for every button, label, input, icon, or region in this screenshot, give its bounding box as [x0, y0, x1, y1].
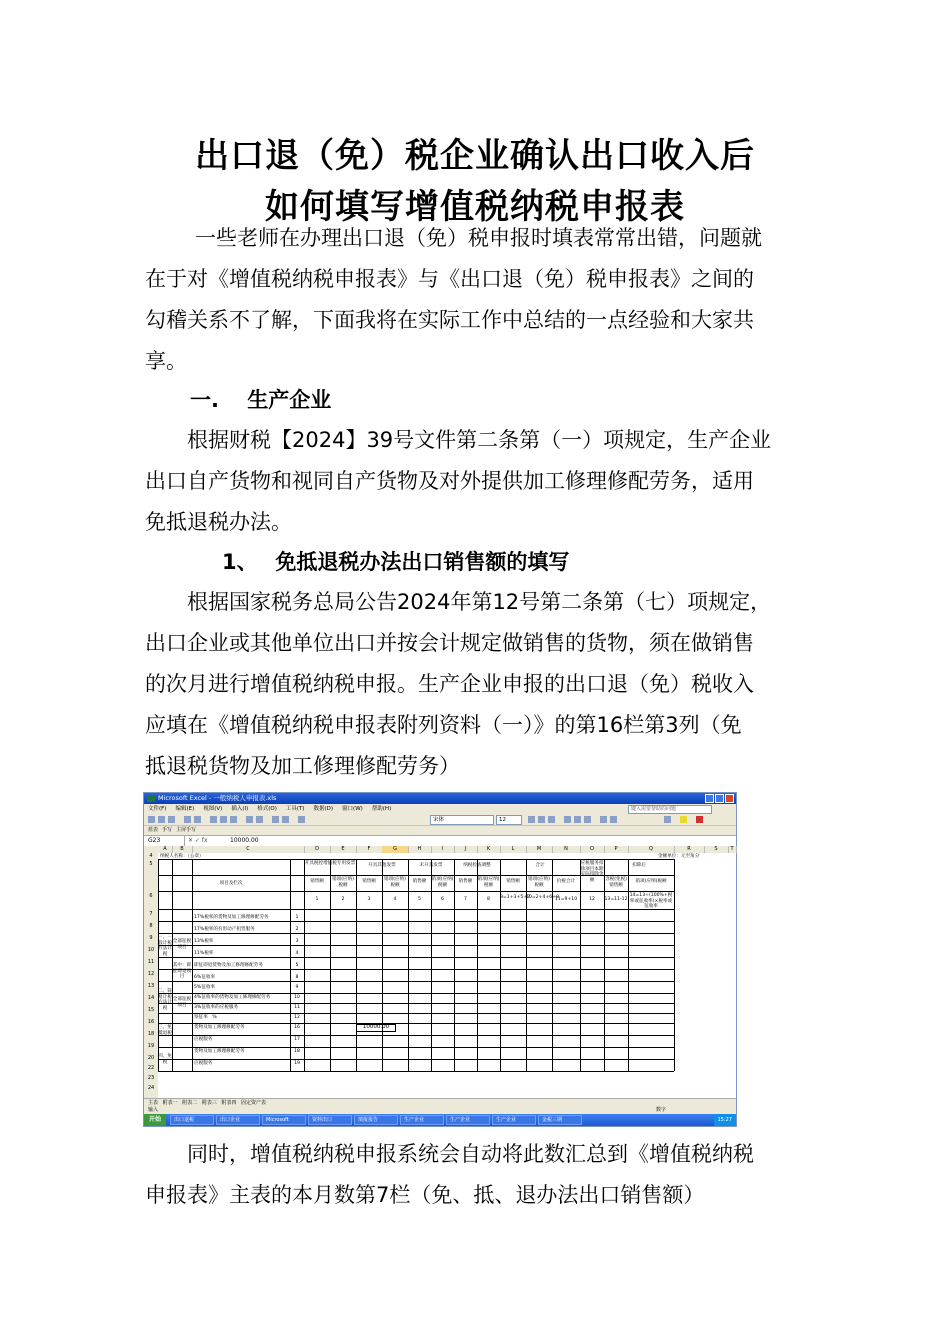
formula-icons[interactable]: ✕ ✓ fx: [188, 837, 208, 844]
grid-line: [172, 859, 173, 1071]
grid-line: [158, 1023, 674, 1024]
close-icon[interactable]: [725, 794, 734, 803]
line-item-label: 5%征收率: [194, 985, 216, 990]
grid-line: [158, 1071, 674, 1072]
grid-line: [158, 1047, 674, 1048]
taskbar-button[interactable]: 填报报告: [354, 1115, 398, 1125]
column-number: 1: [315, 897, 319, 902]
column-header[interactable]: T: [728, 846, 737, 853]
column-header[interactable]: N: [552, 846, 581, 853]
sum-icon[interactable]: [272, 816, 279, 823]
text-line: 应填在《增值税纳税申报表附列资料（一）》的第16栏第3列（免: [145, 713, 742, 737]
chart-icon[interactable]: [298, 816, 305, 823]
sort-icon[interactable]: [282, 816, 289, 823]
toolbar-button[interactable]: 主屏手写: [176, 827, 197, 833]
row-header[interactable]: 6: [149, 893, 153, 899]
sub-header: 销项(应纳)税额: [477, 877, 500, 888]
grid-line: [330, 859, 331, 1071]
text-line: 申报表》主表的本月数第7栏（免、抵、退办法出口销售额）: [145, 1183, 705, 1207]
column-number: 10=2+4+6+8: [526, 895, 559, 900]
grid-line: [192, 859, 193, 1071]
line-item-label: 应税服务: [194, 1061, 213, 1066]
taskbar-button[interactable]: 资料出口: [308, 1115, 352, 1125]
line-number: 8: [295, 975, 299, 980]
sub-header: 销售额: [506, 879, 520, 884]
row-header[interactable]: 10: [147, 947, 155, 953]
category-label: 一、一般计税方法计税: [158, 935, 172, 957]
grid-line: [158, 1013, 674, 1014]
text-line: 出口自产货物和视同自产货物及对外提供加工修理修配劳务，适用: [145, 469, 754, 493]
line-item-label: 11%税率: [194, 951, 214, 956]
menu-item[interactable]: 插入(I): [231, 806, 249, 812]
line-item-label: 3%征收率的应税服务: [194, 1005, 239, 1010]
row-headers: [144, 853, 159, 1098]
column-header[interactable]: K: [477, 846, 501, 853]
status-mode: 输入: [148, 1107, 159, 1113]
text-line: 免抵退税办法。: [145, 510, 292, 534]
line-item-label: 预征率 %: [194, 1015, 217, 1020]
line-number: 5: [295, 963, 299, 968]
row-header[interactable]: 24: [147, 1085, 155, 1091]
row-header[interactable]: 11: [147, 959, 155, 965]
window-controls: [705, 794, 734, 803]
line-number: 4: [295, 951, 299, 956]
name-box[interactable]: G23: [146, 836, 185, 846]
maximize-icon[interactable]: [715, 794, 724, 803]
preview-icon[interactable]: [194, 816, 201, 823]
column-header[interactable]: S: [704, 846, 729, 853]
grid-line: [158, 1035, 674, 1036]
menu-bar: [144, 804, 736, 814]
grid-line: [158, 969, 674, 970]
copy-icon[interactable]: [220, 816, 227, 823]
column-header[interactable]: E: [330, 846, 357, 853]
line-number: 19: [294, 1061, 300, 1066]
grid-line: [158, 909, 674, 910]
column-number: 11=9+10: [554, 897, 578, 902]
menu-item[interactable]: 帮助(H): [371, 806, 392, 812]
grid-line: [408, 859, 409, 1071]
column-header[interactable]: L: [500, 846, 527, 853]
grid-line: [580, 859, 581, 1071]
column-header[interactable]: A: [158, 846, 173, 853]
align-left-icon[interactable]: [564, 816, 571, 823]
sheet-tab[interactable]: 主表: [148, 1100, 159, 1106]
text-line: 在于对《增值税纳税申报表》与《出口退（免）税申报表》之间的: [145, 267, 754, 291]
grid-line: [158, 875, 674, 876]
category-label: 二、简易计税方法计税: [158, 989, 172, 1011]
column-number: 5: [418, 897, 421, 902]
category-label: 全部征税项目: [172, 997, 192, 1008]
group-header: 扣除后: [632, 863, 646, 868]
row-header[interactable]: 9: [149, 935, 153, 941]
column-header[interactable]: F: [356, 846, 383, 853]
sub-header: 销售额: [458, 879, 473, 884]
grid-line: [158, 859, 159, 1071]
redo-icon[interactable]: [256, 816, 263, 823]
row-header[interactable]: 12: [147, 971, 155, 977]
spreadsheet-grid[interactable]: [158, 853, 736, 1098]
text-line: 的次月进行增值税纳税申报。生产企业申报的出口退（免）税收入: [145, 672, 754, 696]
column-header[interactable]: R: [674, 846, 705, 853]
menu-item[interactable]: 格式(O): [257, 806, 277, 812]
taskbar: [144, 1114, 736, 1126]
sub-header: 含税(免税)销售额: [605, 877, 627, 888]
bold-icon[interactable]: [528, 816, 535, 823]
row-header[interactable]: 20: [147, 1055, 155, 1061]
underline-icon[interactable]: [548, 816, 555, 823]
group-header: 开具其他发票: [368, 863, 396, 868]
row-header[interactable]: 18: [147, 1031, 155, 1037]
category-label: 全部征税项目: [172, 939, 192, 950]
sheet-tab[interactable]: 附表二: [182, 1100, 198, 1106]
line-number: 18: [294, 1049, 300, 1054]
sheet-tab[interactable]: 附表一: [162, 1100, 178, 1106]
text-line: 勾稽关系不了解，下面我将在实际工作中总结的一点经验和大家共: [145, 308, 754, 332]
line-number: 1: [295, 915, 299, 920]
line-item-label: 17%税率的货物及加工修理修配劳务: [194, 915, 269, 920]
paragraph-1: [145, 420, 810, 543]
group-header: 纳税检查调整: [463, 863, 491, 868]
paragraph-2: [145, 582, 810, 787]
grid-line: [158, 921, 674, 922]
line-number: 12: [294, 1015, 300, 1020]
row-header[interactable]: 23: [147, 1075, 155, 1081]
column-number: 4: [393, 897, 397, 902]
text-line: 出口企业或其他单位出口并按会计规定做销售的货物，须在做销售: [145, 631, 754, 655]
excel-title-bar: [144, 793, 736, 804]
sheet-tab[interactable]: 附表三: [201, 1100, 217, 1106]
section-heading: 一. 生产企业: [190, 388, 332, 412]
column-number: 2: [341, 897, 345, 902]
status-bar: [144, 1107, 736, 1114]
row-header[interactable]: 15: [147, 1007, 155, 1013]
grid-line: [526, 859, 527, 1071]
sub-header: 销项(应纳)税额: [528, 877, 550, 888]
standard-toolbar: [144, 814, 736, 826]
toolbar-button[interactable]: 手写: [162, 827, 173, 833]
column-header[interactable]: P: [604, 846, 629, 853]
font-select[interactable]: 宋体: [430, 815, 494, 825]
line-item-label: 即征即退货物及加工修理修配劳务: [194, 963, 263, 968]
text-line: 一些老师在办理出口退（免）税申报时填表常常出错，问题就: [195, 226, 762, 250]
category-label: 其中：即征即退项目: [172, 963, 192, 979]
column-header[interactable]: B: [172, 846, 193, 853]
text-line: 根据国家税务总局公告2024年第12号第二条第（七）项规定，: [187, 590, 772, 614]
grid-line: [382, 859, 383, 1071]
grid-line: [158, 957, 674, 958]
text-line: 同时，增值税纳税申报系统会自动将此数汇总到《增值税纳税: [187, 1142, 754, 1166]
group-header: 应税服务扣除项目本期实际扣除金额: [580, 861, 604, 883]
taskbar-button[interactable]: 出口退税: [170, 1115, 214, 1125]
cut-icon[interactable]: [210, 816, 217, 823]
menu-item[interactable]: 窗口(W): [342, 806, 363, 812]
column-header[interactable]: Q: [628, 846, 675, 853]
line-number: 17: [294, 1037, 300, 1042]
column-header[interactable]: O: [580, 846, 605, 853]
taskbar-button[interactable]: 生产企业: [446, 1115, 490, 1125]
grid-line: [304, 859, 305, 1071]
column-number: 6: [441, 897, 444, 902]
grid-line: [674, 859, 675, 1071]
open-icon[interactable]: [158, 816, 165, 823]
line-item-label: 应税服务: [194, 1037, 213, 1042]
paste-icon[interactable]: [230, 816, 237, 823]
comma-icon[interactable]: [610, 816, 617, 823]
line-item-label: 17%税率的有形动产租赁服务: [194, 927, 255, 932]
font-color-icon[interactable]: [696, 816, 703, 823]
unit-label: 金额单位：元至角分: [658, 854, 700, 859]
grid-line: [500, 859, 501, 1071]
taskbar-button[interactable]: 金税三期: [538, 1115, 582, 1125]
category-label: 四、免税: [158, 1054, 172, 1065]
column-header[interactable]: C: [192, 846, 305, 853]
intro-paragraph: [145, 218, 810, 382]
column-number: 14=13÷(100%+税率或征收率)×税率或征收率: [629, 893, 673, 909]
menu-item[interactable]: 文件(F): [148, 806, 167, 812]
grid-line: [158, 1059, 674, 1060]
sub-header: 价税合计: [556, 879, 576, 884]
align-right-icon[interactable]: [584, 816, 591, 823]
excel-icon: [147, 795, 155, 802]
status-num: 数字: [655, 1107, 666, 1113]
group-header: 开具税控增值税专用发票: [304, 861, 356, 866]
line-number: 9: [295, 985, 299, 990]
save-icon[interactable]: [168, 816, 175, 823]
font-size-select[interactable]: 12: [496, 815, 522, 825]
text-line: 享。: [145, 349, 187, 373]
category-label: 三、免抵退税: [158, 1025, 172, 1036]
grid-line: [158, 891, 674, 892]
selected-cell-value[interactable]: 10000.00: [356, 1024, 396, 1032]
print-icon[interactable]: [184, 816, 191, 823]
row-header[interactable]: 13: [147, 983, 155, 989]
column-header[interactable]: J: [454, 846, 478, 853]
row-header[interactable]: 8: [149, 923, 153, 929]
grid-line: [158, 859, 674, 860]
secondary-toolbar: [144, 826, 736, 835]
grid-line: [552, 859, 553, 1071]
help-search-input[interactable]: 键入需要帮助的问题: [628, 805, 712, 814]
line-item-label: 货物及加工修理修配劳务: [194, 1049, 245, 1054]
excel-screenshot: [143, 792, 737, 1127]
line-number: 2: [295, 927, 299, 932]
row-header[interactable]: 7: [149, 911, 153, 917]
row-header[interactable]: 19: [147, 1043, 155, 1049]
column-number: 8: [487, 897, 490, 902]
new-icon[interactable]: [148, 816, 155, 823]
grid-line: [290, 859, 291, 1071]
column-header[interactable]: G: [382, 846, 409, 853]
grid-line: [158, 933, 674, 934]
column-header[interactable]: M: [526, 846, 553, 853]
sub-header: 销项(应纳)税额: [384, 877, 406, 888]
percent-icon[interactable]: [600, 816, 607, 823]
taskbar-button[interactable]: 生产企业: [400, 1115, 444, 1125]
row-header[interactable]: 4: [149, 853, 153, 859]
doc-title-line1: 出口退（免）税企业确认出口收入后: [195, 136, 755, 176]
grid-line: [158, 981, 674, 982]
sub-header: 销项(应纳)税额: [635, 879, 667, 884]
grid-line: [356, 859, 357, 1071]
toolbar-button[interactable]: 蓝表: [148, 827, 159, 833]
line-number: 16: [294, 1025, 300, 1030]
sub-header: 销售额: [412, 879, 427, 884]
start-button[interactable]: 开始: [144, 1114, 166, 1126]
clock: 15:27: [714, 1114, 736, 1126]
group-header: 合计: [535, 863, 545, 868]
grid-line: [628, 859, 629, 1071]
formula-input[interactable]: 10000.00: [230, 837, 259, 844]
sub-header: 销售额: [362, 879, 376, 884]
line-number: 10: [294, 995, 300, 1000]
borders-icon[interactable]: [664, 816, 671, 823]
paragraph-3: [145, 1134, 810, 1216]
grid-line: [158, 993, 674, 994]
text-line: 抵退税货物及加工修理修配劳务）: [145, 754, 460, 778]
row-header[interactable]: 16: [147, 1019, 155, 1025]
menu-item[interactable]: 编辑(E): [175, 806, 195, 812]
sheet-tab[interactable]: 附表四: [221, 1100, 237, 1106]
row-header[interactable]: 22: [147, 1065, 155, 1071]
sub-header: 销项(应纳)税额: [332, 877, 354, 888]
undo-icon[interactable]: [246, 816, 253, 823]
subsection-heading: 1、 免抵退税办法出口销售额的填写: [222, 550, 570, 574]
line-item-label: 13%税率: [194, 939, 214, 944]
line-item-label: 6%征收率: [194, 975, 216, 980]
column-number: 7: [464, 897, 467, 902]
project-header: 项目及栏次: [219, 881, 243, 886]
align-center-icon[interactable]: [574, 816, 581, 823]
taskbar-button[interactable]: 出口企业: [216, 1115, 260, 1125]
taskbar-button[interactable]: Microsoft: [262, 1115, 306, 1125]
taxpayer-label: 纳税人名称：（公章）: [160, 854, 204, 859]
menu-item[interactable]: 数据(D): [313, 806, 334, 812]
grid-line: [431, 859, 432, 1071]
line-number: 3: [295, 939, 299, 944]
column-number: 12: [589, 897, 595, 902]
excel-window-title: Microsoft Excel - 一般纳税人申报表.xls: [158, 794, 277, 802]
column-header[interactable]: H: [408, 846, 432, 853]
line-number: 11: [294, 1005, 300, 1010]
column-number: 3: [367, 897, 371, 902]
row-header[interactable]: 14: [147, 995, 155, 1001]
row-header[interactable]: 5: [149, 861, 153, 867]
menu-item[interactable]: 工具(T): [285, 806, 305, 812]
grid-line: [477, 859, 478, 1071]
column-number: 9=1+3+5+7: [500, 895, 531, 900]
grid-line: [158, 945, 674, 946]
sub-header: 销售额: [310, 879, 324, 884]
line-item-label: 4%征收率的货物及加工修理修配劳务: [194, 995, 271, 1000]
text-line: 根据财税【2024】39号文件第二条第（一）项规定，生产企业: [187, 428, 772, 452]
menu-item[interactable]: 视图(V): [203, 806, 223, 812]
fill-color-icon[interactable]: [680, 816, 687, 823]
italic-icon[interactable]: [538, 816, 545, 823]
grid-line: [158, 1003, 674, 1004]
group-header: 未开具发票: [419, 863, 443, 868]
doc-title-line2: 如何填写增值税纳税申报表: [265, 187, 685, 227]
grid-line: [604, 859, 605, 1071]
column-number: 13=11-12: [604, 897, 628, 902]
column-header[interactable]: I: [431, 846, 455, 853]
taskbar-button[interactable]: 生产企业: [492, 1115, 536, 1125]
line-item-label: 货物及加工修理修配劳务: [194, 1025, 245, 1030]
minimize-icon[interactable]: [705, 794, 714, 803]
sheet-tab[interactable]: 固定资产表: [241, 1100, 267, 1106]
grid-line: [454, 859, 455, 1071]
column-header[interactable]: D: [304, 846, 331, 853]
sub-header: 销项(应纳)税额: [431, 877, 454, 888]
